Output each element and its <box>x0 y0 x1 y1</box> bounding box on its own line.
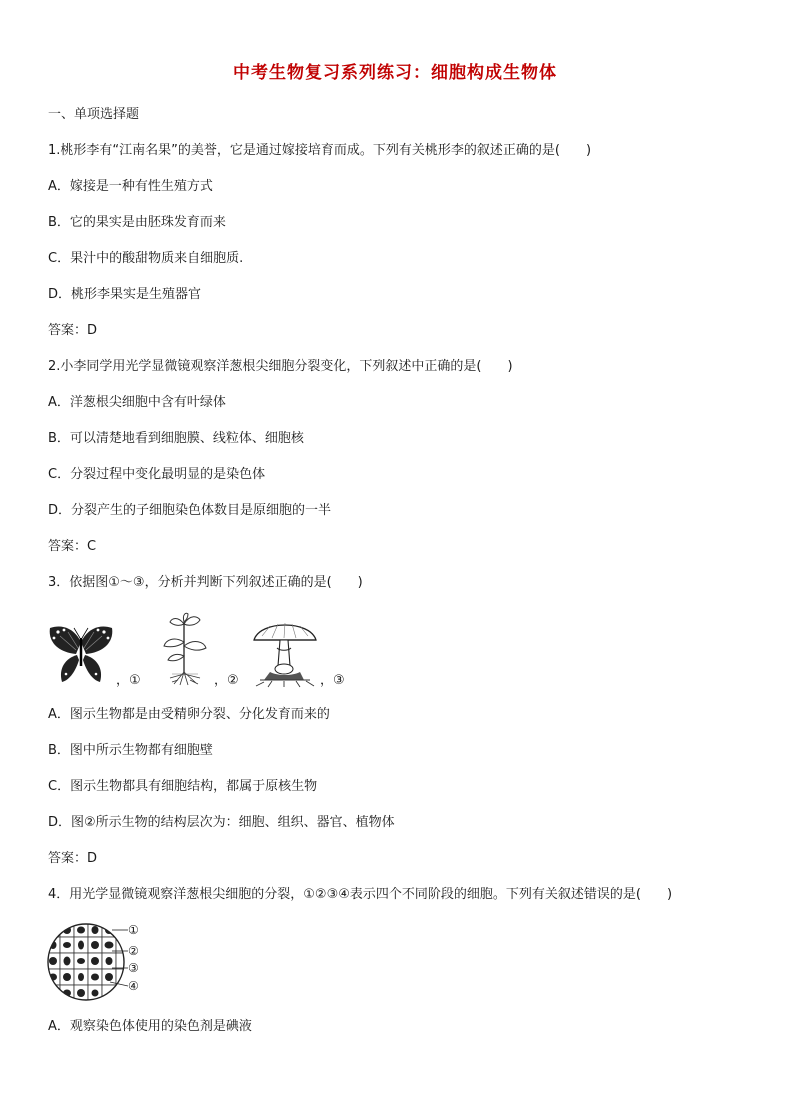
question-1-answer: 答案：D <box>48 323 98 338</box>
figure-4-label-1: ① <box>128 923 139 937</box>
figure-4-label-3: ③ <box>128 961 139 975</box>
plant-figure <box>160 612 212 686</box>
page-title: 中考生物复习系列练习：细胞构成生物体 <box>233 63 557 83</box>
question-3-stem: 3．依据图①～③，分析并判断下列叙述正确的是( ) <box>48 575 363 590</box>
figure-3-label: ，③ <box>320 673 345 688</box>
question-1-option-c: C．果汁中的酸甜物质来自细胞质. <box>48 251 244 266</box>
question-1-option-a: A．嫁接是一种有性生殖方式 <box>48 179 213 194</box>
question-2-option-c: C．分裂过程中变化最明显的是染色体 <box>48 467 266 482</box>
question-4-stem: 4．用光学显微镜观察洋葱根尖细胞的分裂，①②③④表示四个不同阶段的细胞。下列有关叙述错误的是( ) <box>48 887 673 902</box>
question-4-option-a: A．观察染色体使用的染色剂是碘液 <box>48 1019 252 1034</box>
question-1-option-d: D．桃形李果实是生殖器官 <box>48 287 202 302</box>
question-1-stem: 1.桃形李有“江南名果”的美誉，它是通过嫁接培育而成。下列有关桃形李的叙述正确的是( ) <box>48 143 592 158</box>
question-3-option-d: D．图②所示生物的结构层次为：细胞、组织、器官、植物体 <box>48 815 395 830</box>
question-3-option-b: B．图中所示生物都有细胞壁 <box>48 743 213 758</box>
figure-2-label: ，② <box>214 673 239 688</box>
question-3-answer: 答案：D <box>48 851 98 866</box>
question-3-option-a: A．图示生物都是由受精卵分裂、分化发育而来的 <box>48 707 330 722</box>
mushroom-figure <box>250 614 320 688</box>
question-2-option-d: D．分裂产生的子细胞染色体数目是原细胞的一半 <box>48 503 332 518</box>
figure-4-label-4: ④ <box>128 979 139 993</box>
question-2-option-a: A．洋葱根尖细胞中含有叶绿体 <box>48 395 226 410</box>
question-3-option-c: C．图示生物都具有细胞结构，都属于原核生物 <box>48 779 318 794</box>
section-heading: 一、单项选择题 <box>48 107 140 122</box>
figure-4-label-2: ② <box>128 944 139 958</box>
question-2-answer: 答案：C <box>48 539 97 554</box>
question-2-option-b: B．可以清楚地看到细胞膜、线粒体、细胞核 <box>48 431 304 446</box>
figure-1-label: ，① <box>116 673 141 688</box>
butterfly-figure <box>46 622 116 688</box>
question-1-option-b: B．它的果实是由胚珠发育而来 <box>48 215 226 230</box>
question-2-stem: 2.小李同学用光学显微镜观察洋葱根尖细胞分裂变化，下列叙述中正确的是( ) <box>48 359 513 374</box>
